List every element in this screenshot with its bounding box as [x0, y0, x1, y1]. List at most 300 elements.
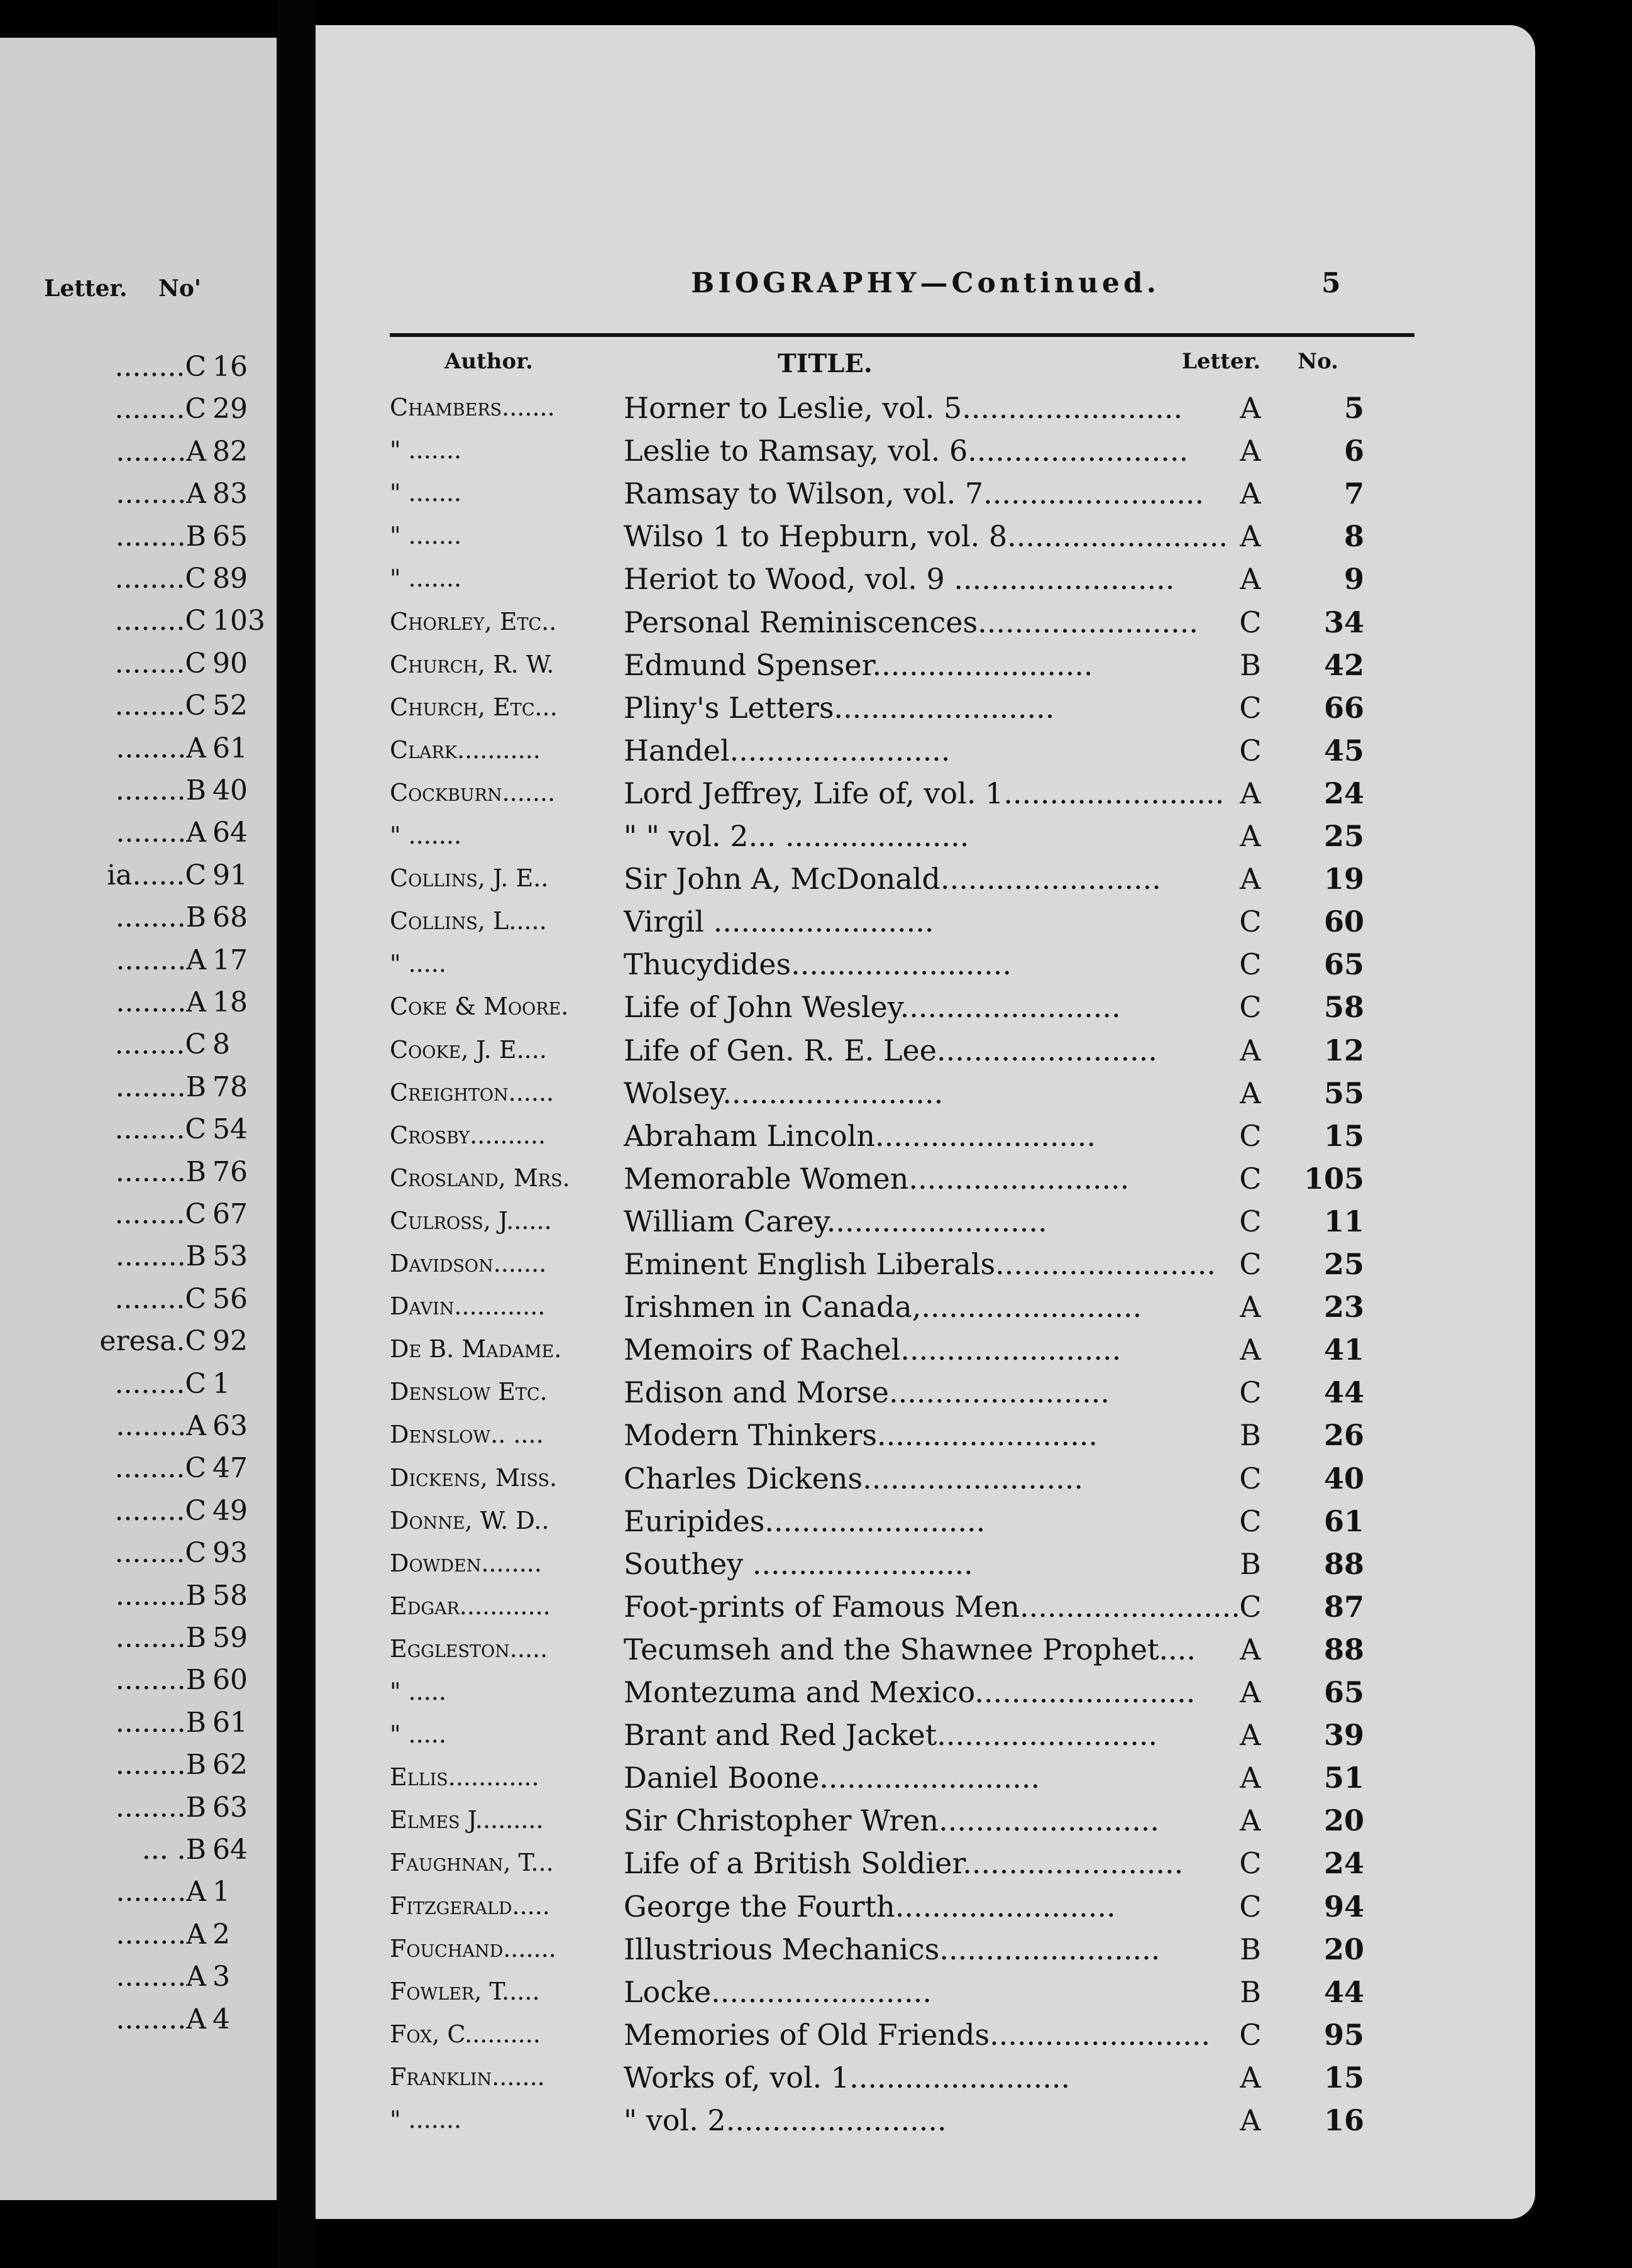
left-row [0, 1749, 277, 1790]
entry-number: 26 [1323, 1418, 1364, 1453]
entry-number: 6 [1343, 434, 1364, 468]
entry-letter: C [1239, 1118, 1262, 1153]
entry-author: " ..... [390, 1720, 446, 1749]
entry-letter: C [1239, 1204, 1262, 1238]
catalogue-entry [316, 947, 1535, 990]
author-column-header: Author. [444, 349, 533, 374]
entry-number: 44 [1323, 1974, 1364, 2009]
entry-number: 66 [1323, 690, 1364, 725]
entry-letter: A [1240, 1632, 1261, 1666]
left-row [0, 393, 277, 434]
left-row [0, 1707, 277, 1748]
left-row-number: 1 [212, 1876, 230, 1908]
catalogue-entry [316, 2103, 1535, 2146]
left-row-letter: ........C [114, 690, 206, 722]
catalogue-entry [316, 605, 1535, 648]
left-row-number: 47 [212, 1452, 248, 1485]
left-row-number: 82 [212, 435, 248, 468]
entry-author: Coke & Moore. [390, 993, 569, 1021]
left-row-number: 52 [212, 690, 248, 722]
entry-number: 65 [1323, 1675, 1364, 1709]
left-row-letter: ........A [116, 1961, 206, 1993]
entry-author: Dowden........ [390, 1549, 542, 1577]
catalogue-entry [316, 1119, 1535, 1162]
entry-title: Ramsay to Wilson, vol. 7........................ [624, 476, 1205, 511]
entry-author: " ....... [390, 479, 462, 507]
entry-title: Wilso 1 to Hepburn, vol. 8........................ [624, 519, 1228, 554]
entry-letter: C [1239, 1504, 1262, 1538]
entry-letter: A [1240, 1033, 1261, 1067]
entry-title: Personal Reminiscences........................ [624, 605, 1199, 639]
catalogue-entry [316, 990, 1535, 1033]
entry-letter: A [1240, 1718, 1261, 1753]
left-row-letter: ........B [115, 1749, 206, 1781]
left-row [0, 1961, 277, 2002]
entry-number: 58 [1323, 990, 1364, 1025]
left-row [0, 1537, 277, 1578]
left-row [0, 1113, 277, 1155]
left-row [0, 351, 277, 392]
left-row-number: 8 [212, 1028, 230, 1061]
entry-number: 23 [1323, 1290, 1364, 1324]
catalogue-entry [316, 1462, 1535, 1504]
entry-number: 60 [1323, 905, 1364, 939]
entry-title: Modern Thinkers........................ [624, 1418, 1098, 1453]
left-row-letter: ........B [115, 1579, 206, 1612]
no-column-header: No. [1298, 349, 1338, 374]
left-row-letter: ia......C [107, 859, 206, 891]
entry-author: Denslow Etc. [390, 1378, 548, 1406]
entry-letter: A [1240, 1076, 1261, 1110]
entry-author: Franklin....... [390, 2062, 545, 2091]
left-row-number: 17 [212, 944, 248, 976]
entry-title: Foot-prints of Famous Men........................ [624, 1589, 1240, 1624]
entry-number: 105 [1303, 1161, 1364, 1196]
catalogue-entry [316, 2061, 1535, 2103]
left-row [0, 901, 277, 943]
catalogue-entry [316, 2018, 1535, 2061]
left-row-number: 64 [212, 817, 248, 849]
left-row-letter: ........C [114, 1028, 206, 1061]
left-row-number: 92 [212, 1325, 248, 1358]
left-row-number: 3 [212, 1961, 230, 1993]
left-row-number: 61 [212, 1706, 248, 1739]
entry-title: Life of Gen. R. E. Lee........................ [624, 1033, 1157, 1067]
entry-author: Creighton...... [390, 1078, 554, 1106]
catalogue-entry [316, 1718, 1535, 1761]
entry-letter: C [1239, 2017, 1262, 2052]
left-row-letter: ........C [114, 1113, 206, 1146]
left-row-letter: ........C [114, 351, 206, 383]
left-row-number: 1 [212, 1367, 230, 1400]
left-row-number: 61 [212, 732, 248, 764]
entry-number: 20 [1323, 1932, 1364, 1966]
left-row-letter: ........B [115, 1155, 206, 1188]
entry-number: 51 [1323, 1761, 1364, 1795]
entry-author: " ..... [390, 1678, 446, 1705]
entry-title: Illustrious Mechanics........................ [624, 1932, 1161, 1966]
left-row-letter: ........B [115, 901, 206, 934]
entry-author: " ..... [390, 950, 446, 978]
entry-author: Elmes J......... [390, 1806, 544, 1834]
entry-title: Lord Jeffrey, Life of, vol. 1........................ [624, 776, 1225, 810]
entry-number: 11 [1323, 1204, 1364, 1238]
page-number: 5 [1321, 267, 1341, 299]
entry-title: Memorable Women........................ [624, 1161, 1130, 1196]
entry-letter: A [1240, 776, 1261, 810]
left-row-number: 53 [212, 1240, 248, 1273]
entry-title: George the Fourth........................ [624, 1889, 1116, 1924]
entry-author: Church, R. W. [390, 650, 554, 678]
catalogue-entry [316, 1375, 1535, 1418]
left-row [0, 732, 277, 774]
left-row [0, 2003, 277, 2045]
entry-number: 87 [1323, 1589, 1364, 1624]
left-row-letter: ........A [116, 435, 206, 468]
left-row-letter: ........B [115, 520, 206, 553]
entry-author: Fowler, T..... [390, 1977, 540, 2005]
entry-title: Heriot to Wood, vol. 9 ........................ [624, 562, 1175, 597]
catalogue-entry [316, 1247, 1535, 1290]
entry-title: Eminent English Liberals........................ [624, 1247, 1216, 1281]
entry-author: Eggleston..... [390, 1634, 548, 1663]
entry-author: Edgar............ [390, 1592, 551, 1620]
entry-letter: C [1239, 733, 1262, 768]
entry-letter: C [1239, 1461, 1262, 1495]
left-row [0, 1580, 277, 1621]
entry-letter: B [1240, 1546, 1261, 1581]
entry-letter: A [1240, 1761, 1261, 1795]
left-row [0, 1452, 277, 1494]
left-row-letter: ... .B [141, 1834, 206, 1866]
entry-title: Handel........................ [624, 733, 951, 768]
left-row-letter: ........B [115, 1706, 206, 1739]
entry-number: 15 [1323, 2060, 1364, 2095]
left-row-letter: ........C [114, 1367, 206, 1400]
left-row [0, 436, 277, 477]
left-row-letter: ........C [114, 1198, 206, 1230]
left-row-number: 54 [212, 1113, 248, 1146]
entry-letter: A [1240, 2060, 1261, 2095]
catalogue-entry [316, 1632, 1535, 1675]
left-row-letter: ........C [114, 1452, 206, 1485]
left-row [0, 1325, 277, 1367]
header-rule [390, 333, 1414, 337]
entry-letter: A [1240, 1290, 1261, 1324]
entry-letter: C [1239, 1375, 1262, 1410]
catalogue-entry [316, 1932, 1535, 1975]
left-row-letter: ........C [114, 1494, 206, 1527]
left-row [0, 1664, 277, 1705]
letter-column-header: Letter. [1182, 349, 1261, 374]
catalogue-entry [316, 1803, 1535, 1846]
entry-number: 15 [1323, 1118, 1364, 1153]
entry-author: Crosby.......... [390, 1121, 546, 1149]
left-row [0, 647, 277, 689]
left-row [0, 1622, 277, 1663]
left-row [0, 859, 277, 901]
left-row-letter: ........B [115, 1071, 206, 1103]
left-row-number: 93 [212, 1537, 248, 1570]
catalogue-entry [316, 1033, 1535, 1076]
left-row [0, 1918, 277, 1960]
left-row [0, 817, 277, 858]
entry-title: Thucydides........................ [624, 947, 1012, 982]
catalogue-entry [316, 691, 1535, 734]
entry-number: 88 [1323, 1632, 1364, 1666]
catalogue-entry [316, 1675, 1535, 1718]
catalogue-entry [316, 1761, 1535, 1803]
left-row [0, 563, 277, 604]
entry-letter: C [1239, 1846, 1262, 1881]
entry-number: 39 [1323, 1718, 1364, 1753]
entry-number: 61 [1323, 1504, 1364, 1538]
entry-title: Locke........................ [624, 1974, 932, 2009]
left-row-number: 68 [212, 901, 248, 934]
entry-number: 94 [1323, 1889, 1364, 1924]
catalogue-entry [316, 1333, 1535, 1375]
entry-title: Life of a British Soldier........................ [624, 1846, 1184, 1881]
entry-title: Life of John Wesley........................ [624, 990, 1121, 1025]
entry-author: Cockburn....... [390, 778, 556, 806]
left-row-number: 18 [212, 986, 248, 1018]
entry-letter: C [1239, 1889, 1262, 1924]
catalogue-entry [316, 562, 1535, 605]
entry-author: Culross, J...... [390, 1206, 552, 1235]
entry-letter: C [1239, 990, 1262, 1025]
catalogue-entry [316, 1547, 1535, 1590]
left-row-number: 78 [212, 1071, 248, 1103]
entry-author: Collins, J. E.. [390, 864, 549, 893]
entry-letter: A [1240, 1675, 1261, 1709]
left-row [0, 1792, 277, 1833]
left-row [0, 520, 277, 562]
entry-title: Tecumseh and the Shawnee Prophet.... [624, 1632, 1196, 1666]
left-row [0, 774, 277, 816]
entry-letter: B [1240, 1418, 1261, 1453]
entry-letter: C [1239, 1161, 1262, 1196]
left-row [0, 1198, 277, 1240]
entry-title: Pliny's Letters........................ [624, 690, 1055, 725]
catalogue-entry [316, 434, 1535, 476]
entry-number: 42 [1323, 647, 1364, 682]
entry-number: 25 [1323, 1247, 1364, 1281]
left-row-number: 65 [212, 520, 248, 553]
left-row-letter: ........A [116, 1876, 206, 1908]
left-row [0, 1240, 277, 1282]
entry-author: Clark........... [390, 735, 541, 764]
entry-number: 40 [1323, 1461, 1364, 1495]
entry-author: " ....... [390, 2106, 462, 2133]
left-row [0, 986, 277, 1028]
entry-author: Fox, C.......... [390, 2020, 541, 2048]
entry-author: De B. Madame. [390, 1335, 562, 1363]
catalogue-entry [316, 1590, 1535, 1632]
entry-author: Collins, L..... [390, 907, 547, 935]
entry-letter: A [1240, 391, 1261, 425]
entry-number: 88 [1323, 1546, 1364, 1581]
entry-letter: A [1240, 1333, 1261, 1367]
left-row-number: 76 [212, 1155, 248, 1188]
left-row-number: 63 [212, 1791, 248, 1824]
entry-title: Sir John A, McDonald........................ [624, 862, 1161, 896]
entry-author: " ....... [390, 822, 462, 849]
entry-number: 65 [1323, 947, 1364, 982]
catalogue-entry [316, 1204, 1535, 1247]
left-row-letter: ........C [114, 605, 206, 637]
entry-number: 9 [1343, 562, 1364, 597]
entry-number: 16 [1323, 2103, 1364, 2137]
entry-author: Denslow.. .... [390, 1421, 544, 1449]
entry-number: 12 [1323, 1033, 1364, 1067]
entry-title: Leslie to Ramsay, vol. 6........................ [624, 434, 1189, 468]
entry-title: Daniel Boone........................ [624, 1761, 1040, 1795]
entry-title: Virgil ........................ [624, 905, 934, 939]
entry-title: Brant and Red Jacket........................ [624, 1718, 1158, 1753]
entry-title: William Carey........................ [624, 1204, 1047, 1238]
left-row-number: 16 [212, 351, 248, 383]
entry-letter: C [1239, 690, 1262, 725]
left-row-number: 89 [212, 563, 248, 595]
entry-letter: A [1240, 862, 1261, 896]
entry-title: Edmund Spenser........................ [624, 647, 1093, 682]
left-row-number: 83 [212, 478, 248, 510]
left-row-number: 103 [212, 605, 265, 637]
entry-title: Horner to Leslie, vol. 5........................ [624, 391, 1183, 425]
left-row [0, 1156, 277, 1197]
left-row [0, 1834, 277, 1875]
left-row-letter: eresa.C [99, 1325, 206, 1358]
entry-number: 8 [1343, 519, 1364, 554]
catalogue-entry [316, 648, 1535, 691]
left-row-letter: ........A [116, 944, 206, 976]
book-gutter [277, 0, 316, 2268]
entry-author: Chorley, Etc.. [390, 607, 557, 636]
left-row-number: 59 [212, 1622, 248, 1654]
entry-author: Chambers....... [390, 394, 555, 421]
catalogue-entry [316, 819, 1535, 862]
entry-title: Works of, vol. 1........................ [624, 2060, 1071, 2095]
left-row-number: 67 [212, 1198, 248, 1230]
left-no-header: No' [158, 275, 201, 302]
left-row-letter: ........B [115, 1791, 206, 1824]
entry-title: " " vol. 2... .................... [624, 819, 969, 853]
entry-number: 19 [1323, 862, 1364, 896]
entry-letter: A [1240, 434, 1261, 468]
entry-letter: C [1239, 947, 1262, 982]
facing-page-fragment [0, 38, 277, 2200]
left-row [0, 944, 277, 986]
entry-letter: B [1240, 647, 1261, 682]
left-row [0, 1283, 277, 1324]
running-head: BIOGRAPHY—Continued. [691, 267, 1160, 299]
catalogue-page [316, 25, 1535, 2219]
entry-title: Wolsey........................ [624, 1076, 944, 1110]
left-row-letter: ........A [116, 732, 206, 764]
left-row-number: 60 [212, 1664, 248, 1697]
left-row-number: 40 [212, 774, 248, 806]
entry-letter: C [1239, 1247, 1262, 1281]
entry-number: 95 [1323, 2017, 1364, 2052]
entry-letter: A [1240, 2103, 1261, 2137]
left-row-number: 63 [212, 1410, 248, 1442]
left-row-letter: ........C [114, 647, 206, 680]
left-row-number: 91 [212, 859, 248, 891]
entry-author: Davidson....... [390, 1250, 547, 1277]
left-row [0, 1410, 277, 1451]
catalogue-entry [316, 1975, 1535, 2018]
entry-number: 20 [1323, 1803, 1364, 1838]
entry-title: Charles Dickens........................ [624, 1461, 1084, 1495]
left-row-letter: ........A [116, 817, 206, 849]
entry-author: Church, Etc... [390, 693, 558, 721]
entry-title: Memories of Old Friends........................ [624, 2017, 1211, 2052]
entry-author: Cooke, J. E.... [390, 1035, 547, 1064]
entry-letter: A [1240, 519, 1261, 554]
left-row-letter: ........B [115, 1664, 206, 1697]
catalogue-entry [316, 905, 1535, 947]
entry-letter: A [1240, 819, 1261, 853]
entry-number: 7 [1343, 476, 1364, 511]
entry-letter: C [1239, 905, 1262, 939]
left-row-letter: ........C [114, 1537, 206, 1570]
catalogue-entry [316, 734, 1535, 776]
entry-number: 41 [1323, 1333, 1364, 1367]
left-row-letter: ........A [116, 2003, 206, 2035]
catalogue-entry [316, 476, 1535, 519]
entry-letter: C [1239, 1589, 1262, 1624]
left-row-number: 29 [212, 393, 248, 426]
entry-number: 24 [1323, 776, 1364, 810]
entry-title: Sir Christopher Wren........................ [624, 1803, 1160, 1838]
entry-author: Faughnan, T... [390, 1849, 554, 1877]
catalogue-entry [316, 1418, 1535, 1461]
left-row-letter: ........C [114, 393, 206, 426]
entry-number: 45 [1323, 733, 1364, 768]
left-row-number: 64 [212, 1834, 248, 1866]
catalogue-entry [316, 1504, 1535, 1547]
entry-title: Abraham Lincoln........................ [624, 1118, 1096, 1153]
left-row-letter: ........B [115, 1622, 206, 1654]
title-column-header: TITLE. [778, 349, 873, 378]
entry-author: " ....... [390, 522, 462, 550]
left-row-letter: ........C [114, 1282, 206, 1315]
catalogue-entry [316, 776, 1535, 819]
entry-title: Irishmen in Canada,........................ [624, 1290, 1142, 1324]
catalogue-entry [316, 1290, 1535, 1333]
left-row-number: 2 [212, 1918, 230, 1951]
entry-number: 55 [1323, 1076, 1364, 1110]
left-row-number: 90 [212, 647, 248, 680]
left-row-letter: ........A [116, 478, 206, 510]
left-row-number: 58 [212, 1579, 248, 1612]
left-row-number: 49 [212, 1494, 248, 1527]
entry-number: 34 [1323, 605, 1364, 639]
entry-letter: C [1239, 605, 1262, 639]
entry-number: 25 [1323, 819, 1364, 853]
left-row [0, 478, 277, 519]
entry-number: 5 [1343, 391, 1364, 425]
catalogue-entry [316, 1846, 1535, 1889]
entry-title: Euripides........................ [624, 1504, 986, 1538]
entry-title: Montezuma and Mexico........................ [624, 1675, 1196, 1709]
entry-letter: B [1240, 1932, 1261, 1966]
left-row [0, 1071, 277, 1113]
entry-title: Southey ........................ [624, 1546, 973, 1581]
left-row-letter: ........A [116, 1918, 206, 1951]
entry-author: Ellis............ [390, 1763, 539, 1792]
left-row-letter: ........C [114, 563, 206, 595]
